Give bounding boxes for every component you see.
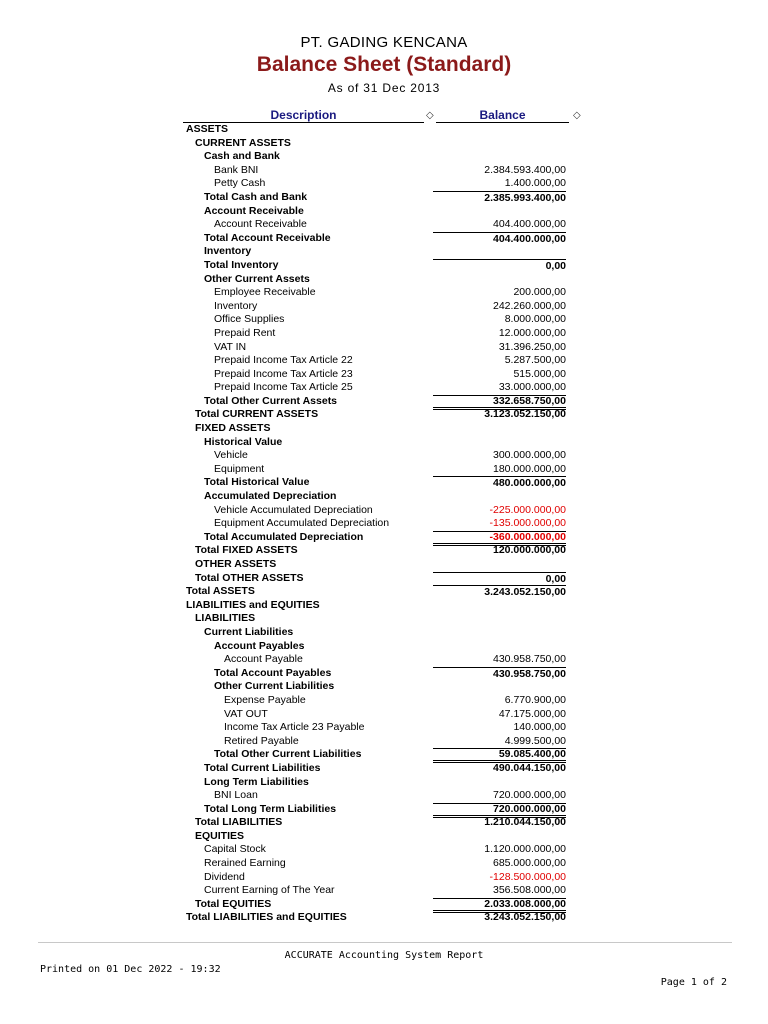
account-label: Account Payables (214, 639, 305, 652)
account-label: ASSETS (186, 123, 229, 135)
balance-value: 515.000,00 (513, 367, 566, 380)
account-label: Total LIABILITIES (195, 816, 283, 829)
account-label: Account Payable (224, 653, 303, 666)
account-label: Total Inventory (204, 258, 279, 271)
table-row (0, 762, 768, 776)
account-label: Retired Payable (224, 734, 299, 747)
section-header-row (0, 273, 768, 287)
account-label: Account Receivable (204, 204, 304, 217)
table-row (0, 816, 768, 830)
table-row (0, 232, 768, 246)
account-label: Prepaid Income Tax Article 25 (214, 381, 353, 394)
balance-value: 685.000.000,00 (493, 857, 566, 870)
account-label: Vehicle (214, 449, 248, 462)
account-label: Capital Stock (204, 843, 266, 856)
section-header-row (0, 123, 768, 137)
account-label: CURRENT ASSETS (195, 136, 291, 149)
account-label: Total Account Receivable (204, 231, 331, 244)
table-row (0, 476, 768, 490)
section-header-row (0, 599, 768, 613)
account-label: Historical Value (204, 435, 283, 448)
table-row (0, 259, 768, 273)
account-label: Employee Receivable (214, 286, 316, 299)
balance-value: 140.000,00 (513, 721, 566, 734)
balance-value: 2.384.593.400,00 (484, 163, 566, 176)
account-label: VAT OUT (224, 707, 268, 720)
table-row (0, 803, 768, 817)
table-row (0, 667, 768, 681)
account-label: Total FIXED ASSETS (195, 544, 298, 557)
account-label: Prepaid Income Tax Article 23 (214, 367, 353, 380)
table-row (0, 164, 768, 178)
section-header-row (0, 612, 768, 626)
account-label: Other Current Liabilities (214, 680, 335, 693)
account-label: Prepaid Income Tax Article 22 (214, 354, 353, 367)
table-row (0, 218, 768, 232)
balance-value: -135.000.000,00 (489, 517, 566, 530)
table-row (0, 911, 768, 925)
table-row (0, 789, 768, 803)
account-label: Accumulated Depreciation (204, 490, 337, 503)
table-row (0, 748, 768, 762)
balance-value: 31.396.250,00 (498, 340, 566, 353)
account-label: VAT IN (214, 340, 247, 353)
account-label: Total Historical Value (204, 476, 310, 489)
page-number: Page 1 of 2 (660, 977, 727, 988)
table-row (0, 653, 768, 667)
table-row (0, 313, 768, 327)
section-header-row (0, 205, 768, 219)
balance-value: 6.770.900,00 (504, 693, 566, 706)
balance-value: 59.085.400,00 (433, 748, 566, 763)
section-header-row (0, 422, 768, 436)
table-row (0, 694, 768, 708)
account-label: Bank BNI (214, 163, 259, 176)
account-label: Equipment (214, 462, 265, 475)
account-label: Dividend (204, 870, 245, 883)
account-label: Total OTHER ASSETS (195, 571, 304, 584)
table-row (0, 504, 768, 518)
balance-value: 2.385.993.400,00 (433, 191, 566, 205)
table-row (0, 585, 768, 599)
balance-value: 300.000.000,00 (493, 449, 566, 462)
account-label: Account Receivable (214, 218, 307, 231)
account-label: Prepaid Rent (214, 326, 276, 339)
sort-icon[interactable]: ◇ (426, 110, 434, 121)
balance-value: 3.123.052.150,00 (484, 408, 566, 421)
footer-divider (38, 942, 732, 943)
table-row (0, 857, 768, 871)
account-label: OTHER ASSETS (195, 558, 277, 570)
balance-value: 1.120.000.000,00 (484, 843, 566, 856)
account-label: Petty Cash (214, 177, 266, 190)
balance-value: 5.287.500,00 (504, 354, 566, 367)
balance-value: 356.508.000,00 (493, 884, 566, 897)
balance-value: -360.000.000,00 (433, 531, 566, 546)
account-label: Other Current Assets (204, 272, 310, 285)
account-label: Income Tax Article 23 Payable (224, 721, 365, 734)
account-label: EQUITIES (195, 829, 245, 842)
section-header-row (0, 137, 768, 151)
balance-value: 2.033.008.000,00 (433, 898, 566, 913)
balance-value: 0,00 (433, 572, 566, 586)
section-header-row (0, 245, 768, 259)
balance-value: 33.000.000,00 (498, 381, 566, 394)
section-header-row (0, 830, 768, 844)
account-label: Expense Payable (224, 693, 306, 706)
table-row (0, 463, 768, 477)
report-title: Balance Sheet (Standard) (256, 53, 512, 76)
section-header-row (0, 640, 768, 654)
table-row (0, 517, 768, 531)
section-header-row (0, 150, 768, 164)
balance-value: 1.210.044.150,00 (484, 816, 566, 829)
table-row (0, 544, 768, 558)
table-row (0, 871, 768, 885)
table-row (0, 531, 768, 545)
table-row (0, 286, 768, 300)
table-row (0, 843, 768, 857)
balance-value: 242.260.000,00 (493, 299, 566, 312)
table-row (0, 884, 768, 898)
balance-value: 1.400.000,00 (504, 177, 566, 190)
account-label: Total Accumulated Depreciation (204, 530, 364, 543)
table-row (0, 341, 768, 355)
account-label: FIXED ASSETS (195, 422, 271, 435)
balance-value: 47.175.000,00 (498, 707, 566, 720)
sort-icon[interactable]: ◇ (573, 110, 581, 121)
balance-value: 3.243.052.150,00 (484, 911, 566, 924)
balance-value: 404.400.000,00 (433, 232, 566, 246)
account-label: Current Earning of The Year (204, 884, 335, 897)
report-source: ACCURATE Accounting System Report (284, 950, 484, 961)
table-row (0, 368, 768, 382)
account-label: Office Supplies (214, 313, 285, 326)
table-row (0, 721, 768, 735)
table-row (0, 354, 768, 368)
balance-value: 404.400.000,00 (493, 218, 566, 231)
description-column-header[interactable]: Description (183, 108, 424, 123)
section-header-row (0, 626, 768, 640)
balance-sheet-table (0, 123, 768, 925)
account-label: Inventory (214, 299, 258, 312)
section-header-row (0, 490, 768, 504)
account-label: Total Other Current Assets (204, 394, 338, 407)
account-label: Total Long Term Liabilities (204, 802, 337, 815)
printed-timestamp: Printed on 01 Dec 2022 - 19:32 (40, 964, 221, 975)
account-label: Long Term Liabilities (204, 775, 309, 788)
balance-value: 720.000.000,00 (493, 789, 566, 802)
account-label: LIABILITIES (195, 612, 256, 625)
balance-value: -225.000.000,00 (489, 503, 566, 516)
account-label: Total Current Liabilities (204, 761, 321, 774)
company-name: PT. GADING KENCANA (300, 34, 468, 51)
account-label: Rerained Earning (204, 857, 286, 870)
table-row (0, 708, 768, 722)
account-label: Total ASSETS (186, 585, 255, 598)
balance-value: 4.999.500,00 (504, 734, 566, 747)
table-row (0, 300, 768, 314)
account-label: Total Cash and Bank (204, 190, 308, 203)
balance-value: 0,00 (433, 259, 566, 273)
table-row (0, 395, 768, 409)
account-label: Total EQUITIES (195, 897, 272, 910)
account-label: Total Account Payables (214, 666, 332, 679)
balance-value: 12.000.000,00 (498, 326, 566, 339)
balance-value: 180.000.000,00 (493, 462, 566, 475)
balance-value: 120.000.000,00 (493, 544, 566, 557)
table-row (0, 898, 768, 912)
balance-value: 332.658.750,00 (433, 395, 566, 410)
balance-value: 490.044.150,00 (493, 761, 566, 774)
report-date: As of 31 Dec 2013 (327, 81, 441, 95)
balance-column-header[interactable]: Balance (436, 108, 569, 123)
section-header-row (0, 558, 768, 572)
section-header-row (0, 776, 768, 790)
account-label: Current Liabilities (204, 625, 294, 638)
balance-value: -128.500.000,00 (489, 870, 566, 883)
account-label: Total LIABILITIES and EQUITIES (186, 911, 347, 924)
table-row (0, 191, 768, 205)
account-label: LIABILITIES and EQUITIES (186, 598, 320, 611)
balance-value: 3.243.052.150,00 (433, 585, 566, 599)
account-label: Inventory (204, 245, 252, 258)
table-row (0, 735, 768, 749)
table-row (0, 449, 768, 463)
table-row (0, 408, 768, 422)
table-row (0, 177, 768, 191)
table-row (0, 572, 768, 586)
account-label: Total CURRENT ASSETS (195, 408, 319, 421)
table-row (0, 381, 768, 395)
balance-value: 8.000.000,00 (504, 313, 566, 326)
balance-value: 480.000.000,00 (433, 476, 566, 490)
section-header-row (0, 436, 768, 450)
balance-value: 430.958.750,00 (433, 667, 566, 681)
balance-value: 720.000.000,00 (433, 803, 566, 818)
account-label: Cash and Bank (204, 150, 280, 163)
table-row (0, 327, 768, 341)
balance-value: 430.958.750,00 (493, 653, 566, 666)
account-label: BNI Loan (214, 789, 258, 802)
account-label: Total Other Current Liabilities (214, 748, 362, 761)
account-label: Equipment Accumulated Depreciation (214, 517, 390, 530)
account-label: Vehicle Accumulated Depreciation (214, 503, 373, 516)
balance-value: 200.000,00 (513, 286, 566, 299)
section-header-row (0, 680, 768, 694)
